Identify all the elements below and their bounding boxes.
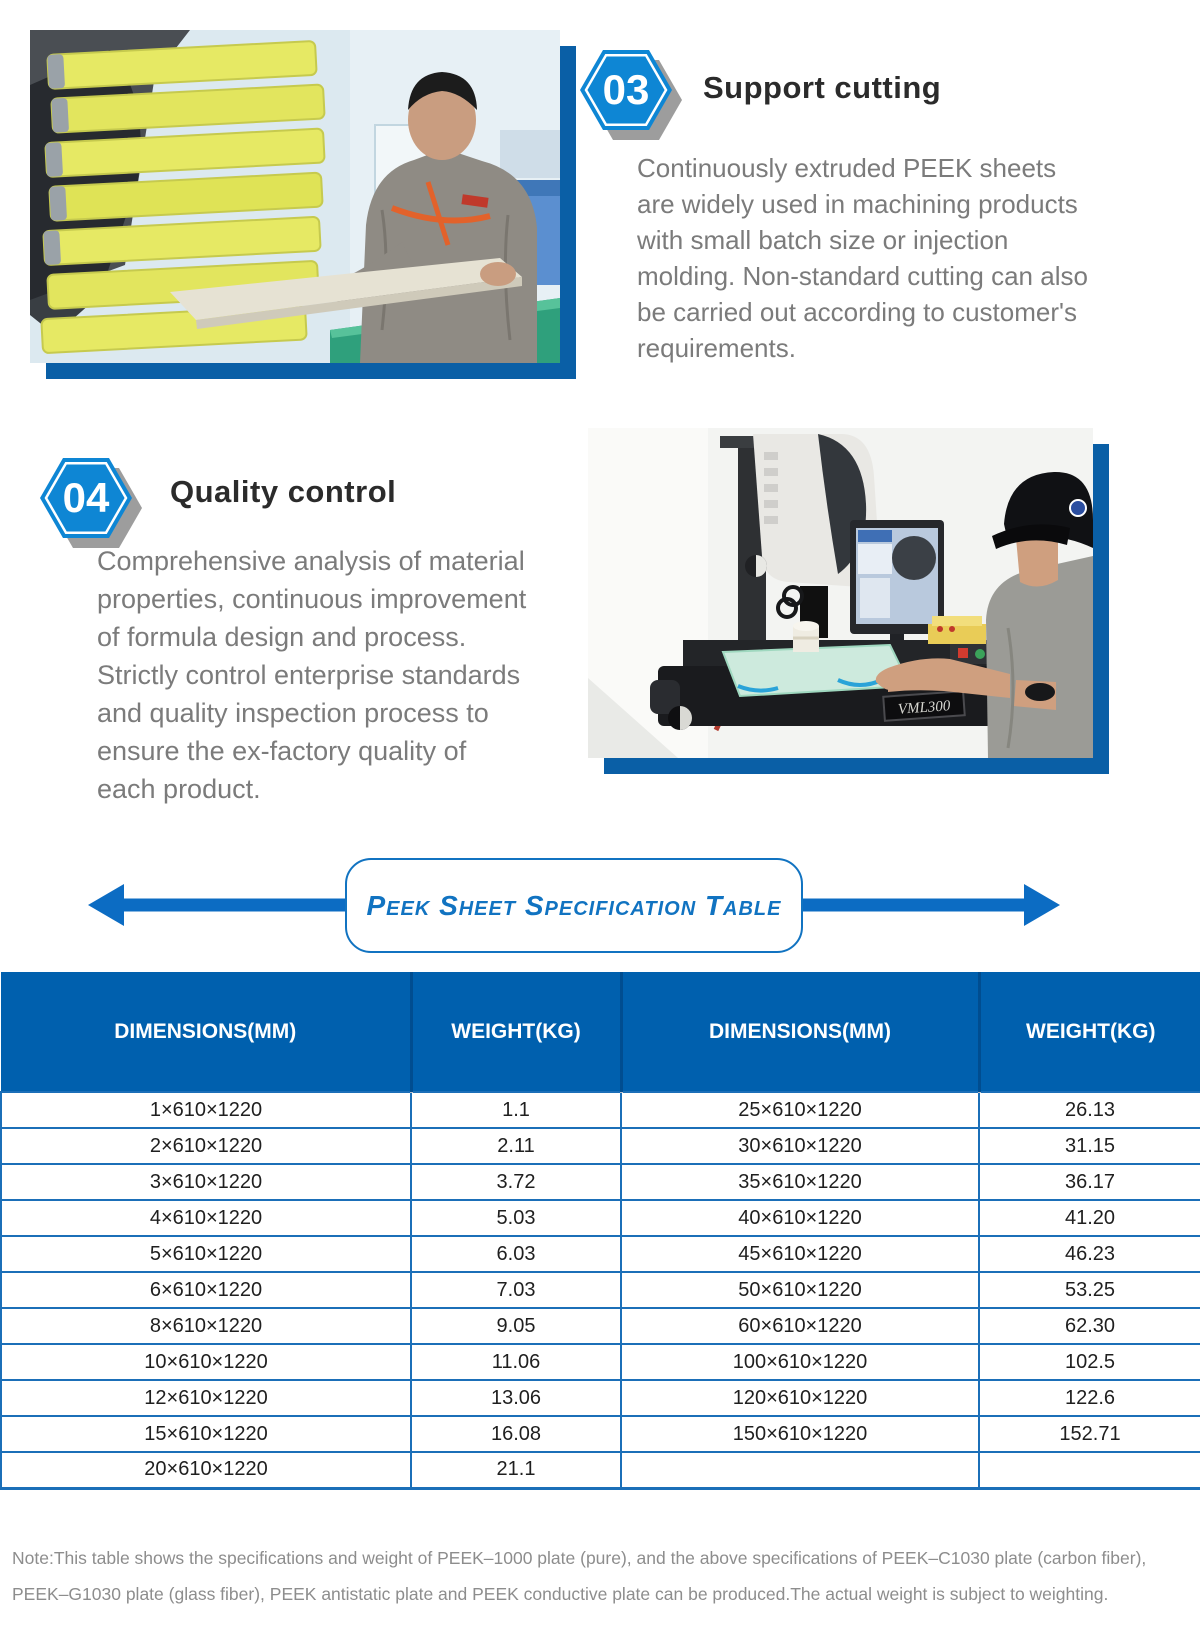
table-row	[1, 1452, 1200, 1488]
factory-extrusion-illustration	[30, 30, 560, 363]
weight-cell: 2.11	[411, 1128, 621, 1164]
dimensions-cell: 4×610×1220	[1, 1200, 411, 1236]
table-row	[1, 1164, 1200, 1200]
text-line: with small batch size or injection	[637, 225, 1009, 255]
dimensions-cell: 25×610×1220	[621, 1092, 979, 1128]
banner-box	[345, 858, 803, 953]
step-number: 04	[62, 474, 110, 521]
weight-cell: 13.06	[411, 1380, 621, 1416]
weight-cell: 46.23	[979, 1236, 1200, 1272]
dimensions-cell: 120×610×1220	[621, 1380, 979, 1416]
weight-cell: 7.03	[411, 1272, 621, 1308]
text-line: Continuously extruded PEEK sheets	[637, 153, 1057, 183]
table-row	[1, 1308, 1200, 1344]
table-row	[1, 1380, 1200, 1416]
dimensions-cell: 60×610×1220	[621, 1308, 979, 1344]
spec-table	[0, 972, 1200, 1490]
dimensions-cell: 40×610×1220	[621, 1200, 979, 1236]
table-row	[1, 1272, 1200, 1308]
table-row	[1, 1128, 1200, 1164]
dimensions-cell: 20×610×1220	[1, 1452, 411, 1488]
dimensions-cell: 10×610×1220	[1, 1344, 411, 1380]
text-line: properties, continuous improvement	[97, 584, 527, 614]
dimensions-cell: 2×610×1220	[1, 1128, 411, 1164]
dimensions-cell: 50×610×1220	[621, 1272, 979, 1308]
text-line: of formula design and process.	[97, 622, 467, 652]
weight-cell: 62.30	[979, 1308, 1200, 1344]
weight-cell: 9.05	[411, 1308, 621, 1344]
weight-cell: 152.71	[979, 1416, 1200, 1452]
dimensions-cell: 6×610×1220	[1, 1272, 411, 1308]
dimensions-cell: 15×610×1220	[1, 1416, 411, 1452]
weight-cell: 102.5	[979, 1344, 1200, 1380]
dimensions-cell: 1×610×1220	[1, 1092, 411, 1128]
text-line: be carried out according to customer's	[637, 297, 1077, 327]
weight-cell	[979, 1452, 1200, 1488]
banner-title: Peek Sheet Specification Table	[366, 889, 782, 921]
text-line: requirements.	[637, 333, 796, 363]
footer-note-line: Note:This table shows the specifications and weight of PEEK–1000 plate (pure), and the above specifications of PEEK–C1030 plate (carbon fiber),	[12, 1548, 1147, 1568]
step-title-support-cutting: Support cutting	[703, 70, 942, 105]
dimensions-cell: 8×610×1220	[1, 1308, 411, 1344]
table-row	[1, 1092, 1200, 1128]
text-line: Comprehensive analysis of material	[97, 546, 525, 576]
text-line: are widely used in machining products	[637, 189, 1078, 219]
weight-cell: 11.06	[411, 1344, 621, 1380]
dimensions-cell	[621, 1452, 979, 1488]
table-row	[1, 1236, 1200, 1272]
dimensions-cell: 3×610×1220	[1, 1164, 411, 1200]
machine-nameplate	[883, 691, 964, 721]
support-cutting-paragraph	[637, 150, 1088, 366]
table-row	[1, 1416, 1200, 1452]
weight-cell: 31.15	[979, 1128, 1200, 1164]
column-header-weight-left: WEIGHT(KG)	[411, 972, 621, 1092]
text-line: molding. Non-standard cutting can also	[637, 261, 1088, 291]
worker-hand	[480, 262, 516, 286]
text-line: each product.	[97, 774, 261, 804]
dimensions-cell: 35×610×1220	[621, 1164, 979, 1200]
step-number: 03	[602, 66, 650, 113]
weight-cell: 36.17	[979, 1164, 1200, 1200]
step-badge-03	[578, 42, 688, 152]
weight-cell: 16.08	[411, 1416, 621, 1452]
table-row	[1, 1200, 1200, 1236]
text-line: ensure the ex-factory quality of	[97, 736, 467, 766]
dimensions-cell: 150×610×1220	[621, 1416, 979, 1452]
column-header-dimensions-left: DIMENSIONS(MM)	[1, 972, 411, 1092]
dimensions-cell: 12×610×1220	[1, 1380, 411, 1416]
text-line: Strictly control enterprise standards	[97, 660, 521, 690]
weight-cell: 3.72	[411, 1164, 621, 1200]
support-cutting-photo	[30, 30, 560, 363]
column-header-dimensions-right: DIMENSIONS(MM)	[621, 972, 979, 1092]
quality-control-photo	[588, 428, 1093, 758]
dimensions-cell: 100×610×1220	[621, 1344, 979, 1380]
dimensions-cell: 45×610×1220	[621, 1236, 979, 1272]
measuring-machine-illustration	[588, 428, 1093, 758]
weight-cell: 21.1	[411, 1452, 621, 1488]
table-row	[1, 1344, 1200, 1380]
weight-cell: 122.6	[979, 1380, 1200, 1416]
weight-cell: 26.13	[979, 1092, 1200, 1128]
weight-cell: 41.20	[979, 1200, 1200, 1236]
footer-note-line: PEEK–G1030 plate (glass fiber), PEEK antistatic plate and PEEK conductive plate can be produced.The actual weight is subject to weighting.	[12, 1584, 1109, 1604]
weight-cell: 6.03	[411, 1236, 621, 1272]
weight-cell: 1.1	[411, 1092, 621, 1128]
text-line: and quality inspection process to	[97, 698, 489, 728]
dimensions-cell: 30×610×1220	[621, 1128, 979, 1164]
step-title-quality-control: Quality control	[170, 474, 397, 509]
spec-table-header	[1, 972, 1200, 1092]
machine-label: VML300	[897, 698, 951, 718]
quality-control-paragraph	[97, 542, 526, 808]
dimensions-cell: 5×610×1220	[1, 1236, 411, 1272]
weight-cell: 5.03	[411, 1200, 621, 1236]
spec-table-body	[1, 1092, 1200, 1488]
weight-cell: 53.25	[979, 1272, 1200, 1308]
footer-note	[12, 1540, 1192, 1612]
column-header-weight-right: WEIGHT(KG)	[979, 972, 1200, 1092]
